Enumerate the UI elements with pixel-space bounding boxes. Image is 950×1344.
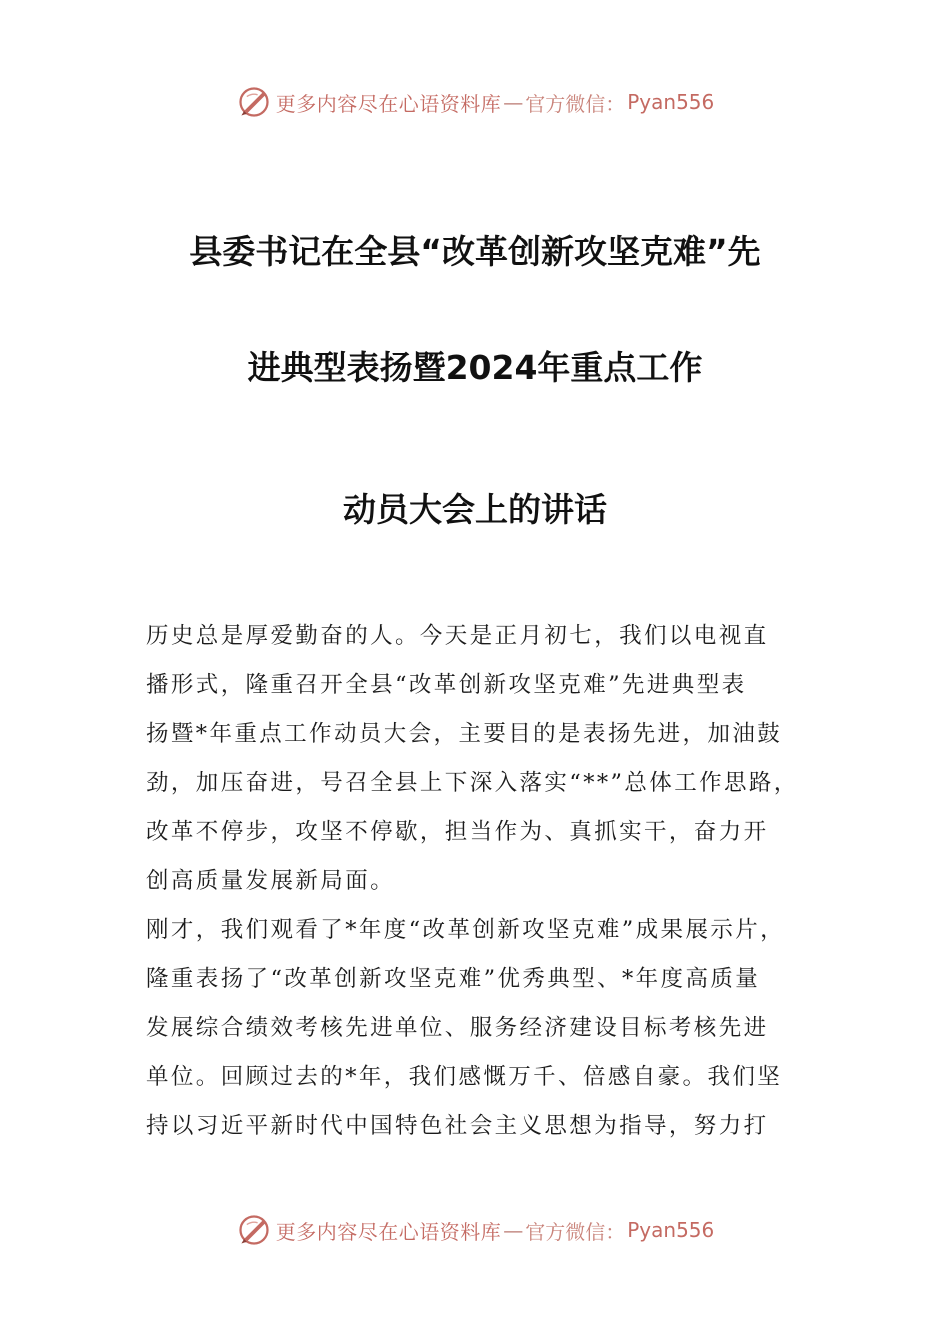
watermark-separator: —	[503, 90, 524, 114]
pen-logo-icon	[236, 84, 272, 120]
document-body	[146, 612, 826, 1151]
body-line: 隆重表扬了“改革创新攻坚克难”优秀典型、*年度高质量	[146, 966, 761, 992]
watermark-contact-id: Pyan556	[627, 90, 715, 114]
footer-watermark	[0, 1210, 950, 1250]
body-line: 扬暨*年重点工作动员大会，主要目的是表扬先进，加油鼓	[146, 721, 783, 747]
pen-logo-icon	[236, 1212, 272, 1248]
document-title-line-2: 进典型表扬暨2024年重点工作	[247, 348, 703, 387]
watermark-separator: —	[503, 1218, 524, 1242]
body-line: 播形式，隆重召开全县“改革创新攻坚克难”先进典型表	[146, 672, 747, 698]
document-title-line-3: 动员大会上的讲话	[343, 490, 607, 529]
body-line: 刚才，我们观看了*年度“改革创新攻坚克难”成果展示片，	[146, 917, 786, 943]
watermark-contact-label: 官方微信：	[525, 91, 626, 116]
body-line: 历史总是厚爱勤奋的人。今天是正月初七，我们以电视直	[146, 623, 769, 649]
body-line: 劲，加压奋进，号召全县上下深入落实“**”总体工作思路，	[146, 770, 799, 796]
document-title-line-1: 县委书记在全县“改革创新攻坚克难”先	[189, 232, 761, 271]
watermark-contact-label: 官方微信：	[525, 1219, 626, 1244]
watermark-contact-id: Pyan556	[627, 1218, 715, 1242]
body-line: 单位。回顾过去的*年，我们感慨万千、倍感自豪。我们坚	[146, 1064, 783, 1090]
watermark-text: 更多内容尽在心语资料库	[275, 1219, 502, 1244]
body-line: 创高质量发展新局面。	[146, 868, 396, 894]
watermark-text: 更多内容尽在心语资料库	[275, 91, 502, 116]
header-watermark	[0, 82, 950, 122]
body-line: 改革不停步，攻坚不停歇，担当作为、真抓实干，奋力开	[146, 819, 769, 845]
body-line: 发展综合绩效考核先进单位、服务经济建设目标考核先进	[146, 1015, 769, 1041]
body-line: 持以习近平新时代中国特色社会主义思想为指导，努力打	[146, 1113, 769, 1139]
